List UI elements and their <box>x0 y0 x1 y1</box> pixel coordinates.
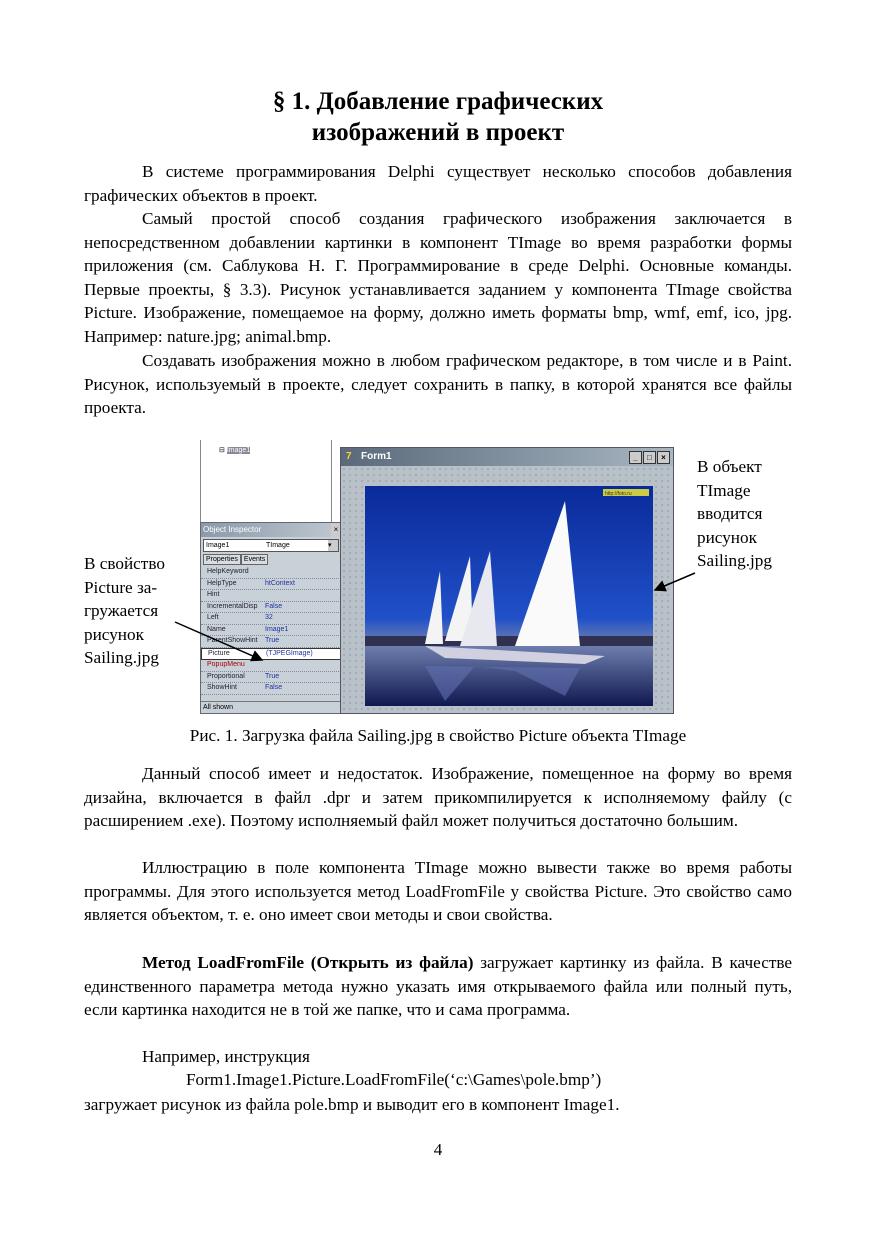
property-value[interactable]: True <box>265 672 280 680</box>
property-value[interactable]: True <box>265 637 280 644</box>
paragraph: В системе программирования Delphi существует несколько способов добавления графических объектов в проект. <box>84 162 792 205</box>
paragraph: Самый простой способ создания графического изображения заключается в непосредственном добавлении картинки в компонент TImage во время разработки формы приложения (см. Саблукова Н. Г. Программирование в среде Delphi. Основные команды. Первые проекты, § 3.3). Рисунок устанавливается заданием у компонента TImage свойства Picture. Изображение, помещаемое на форму, должно иметь форматы bmp, wmf, emf, ico, jpg. Например: nature.jpg; animal.bmp. <box>84 209 792 346</box>
property-name: PopupMenu <box>207 661 245 668</box>
inspector-title: Object Inspector × <box>201 523 341 537</box>
annotation-left: В свойство Picture за- гружается рисунок Sailing.jpg <box>84 554 165 668</box>
tab-properties[interactable]: Properties <box>203 554 241 565</box>
paragraph: Метод LoadFromFile (Открыть из файла) загружает картинку из файла. В качестве единственного параметра метода нужно указать имя открываемого файла или полный путь, если картинка находится не в той же папке, что и сама программа. <box>84 953 792 1020</box>
property-value[interactable]: 32 <box>265 614 273 621</box>
paragraph: Иллюстрацию в поле компонента TImage можно вывести также во время работы программы. Для этого используется метод LoadFromFile у свойства Picture. Это свойство само является объектом, т. е. оно имеет свои методы и свои свойства. <box>84 858 792 925</box>
object-selector[interactable]: Image1 TImage ▾ <box>203 539 339 552</box>
property-value[interactable]: False <box>265 602 283 610</box>
arrow-right <box>655 573 695 590</box>
property-name: Picture <box>208 649 230 657</box>
delphi-icon: 7 <box>346 451 352 462</box>
property-name: Proportional <box>207 672 245 680</box>
page-number: 4 <box>433 1140 443 1159</box>
annotation-right: В объект TImage вводится рисунок Sailing.jpg <box>697 457 772 571</box>
property-value[interactable]: (TJPEGImage) <box>266 649 313 657</box>
property-name: ShowHint <box>207 684 237 691</box>
paragraph: Например, инструкция <box>142 1047 310 1066</box>
paragraph: Создавать изображения можно в любом графическом редакторе, в том числе и в Paint. Рисунок, используемый в проекте, следует сохранить в папку, в которой хранятся все файлы проекта. <box>84 351 792 418</box>
property-name: Name <box>207 625 226 633</box>
property-name: HelpType <box>207 579 237 587</box>
status-bar: All shown <box>201 701 341 713</box>
maximize-icon[interactable]: □ <box>643 451 656 464</box>
arrow-left <box>175 622 262 660</box>
property-value[interactable]: Image1 <box>265 625 289 633</box>
property-value[interactable]: False <box>265 684 283 691</box>
property-name: Left <box>207 614 219 621</box>
property-name: Hint <box>207 591 220 598</box>
form-titlebar: 7 Form1 _ □ × <box>341 448 673 466</box>
code-line: Form1.Image1.Picture.LoadFromFile(‘c:\Games\pole.bmp’) <box>186 1070 602 1089</box>
close-icon[interactable]: × <box>331 523 341 537</box>
property-value[interactable]: htContext <box>265 579 295 587</box>
paragraph: Данный способ имеет и недостаток. Изображение, помещенное на форму во время дизайна, включается в файл .dpr и затем прикомпилируется к исполняемому файлу (с расширением .exe). Поэтому исполняемый файл может получиться достаточно большим. <box>84 764 792 831</box>
watermark: http://foto.ru <box>605 491 632 497</box>
close-icon[interactable]: × <box>657 451 670 464</box>
property-name: ParentShowHint <box>207 637 258 644</box>
figure-caption: Рис. 1. Загрузка файла Sailing.jpg в свойство Picture объекта TImage <box>189 726 687 745</box>
property-name: IncrementalDisp <box>207 602 258 610</box>
tab-events[interactable]: Events <box>241 554 268 565</box>
chevron-down-icon: ▾ <box>328 540 338 551</box>
property-name: HelpKeyword <box>207 568 249 575</box>
tree-item[interactable]: ⊟ Image1 <box>219 447 251 454</box>
minimize-icon[interactable]: _ <box>629 451 642 464</box>
paragraph: загружает рисунок из файла pole.bmp и выводит его в компонент Image1. <box>84 1095 620 1114</box>
section-title: § 1. Добавление графических изображений в проект <box>272 88 604 146</box>
